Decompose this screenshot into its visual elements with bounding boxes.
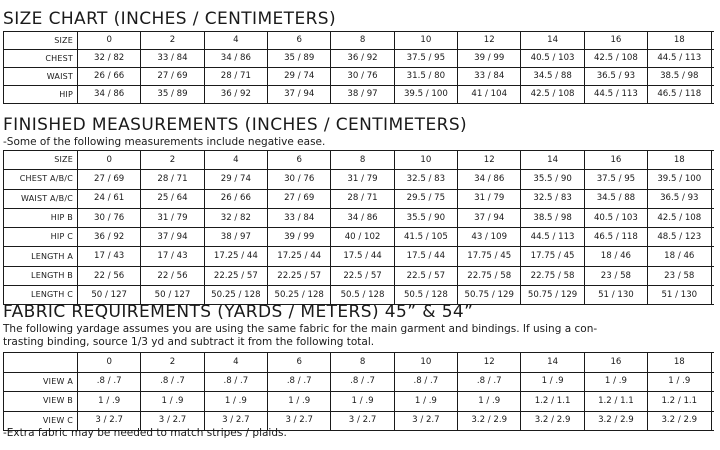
table-cell: 3.2 / 2.9 bbox=[521, 411, 584, 431]
yardage-intro-line-1: The following yardage assumes you are using the same fabric for the main garment and bindings. If using a con- bbox=[3, 323, 598, 335]
table-edge-cell bbox=[711, 32, 714, 50]
table-cell: 3 / 2.7 bbox=[268, 411, 331, 431]
table-cell: 51 / 130 bbox=[584, 286, 647, 305]
table-cell: 37 / 94 bbox=[268, 86, 331, 104]
table-cell: 3.2 / 2.9 bbox=[584, 411, 647, 431]
table-cell: 17.5 / 44 bbox=[394, 247, 457, 266]
row-label: HIP C bbox=[4, 228, 78, 247]
table-cell: 3.2 / 2.9 bbox=[458, 411, 521, 431]
table-cell: 38 / 97 bbox=[331, 86, 394, 104]
table-cell: 44.5 / 113 bbox=[648, 50, 711, 68]
table-row bbox=[4, 170, 715, 189]
size-column-header: 14 bbox=[521, 353, 584, 373]
table-cell: 33 / 84 bbox=[458, 68, 521, 86]
table-cell: 17.25 / 44 bbox=[204, 247, 267, 266]
table-edge-cell bbox=[711, 68, 714, 86]
table-cell: 22.25 / 57 bbox=[204, 266, 267, 285]
table-cell: 22.75 / 58 bbox=[458, 266, 521, 285]
table-edge-cell bbox=[711, 247, 714, 266]
row-label: HIP bbox=[4, 86, 78, 104]
table-edge-cell bbox=[711, 411, 714, 431]
table-cell: 50.75 / 129 bbox=[521, 286, 584, 305]
yardage-intro-line-2: trasting binding, source 1/3 yd and subtract it from the following total. bbox=[3, 335, 375, 348]
size-column-header: 2 bbox=[141, 151, 204, 170]
table-cell: 25 / 64 bbox=[141, 189, 204, 208]
table-cell: 36 / 92 bbox=[331, 50, 394, 68]
size-column-header: 10 bbox=[394, 151, 457, 170]
table-cell: 29 / 74 bbox=[268, 68, 331, 86]
table-cell: 37.5 / 95 bbox=[584, 170, 647, 189]
size-column-header: 12 bbox=[458, 151, 521, 170]
table-cell: 44.5 / 113 bbox=[584, 86, 647, 104]
size-column-header: 6 bbox=[268, 353, 331, 373]
table-cell: 27 / 69 bbox=[78, 170, 141, 189]
table-cell: 35.5 / 90 bbox=[521, 170, 584, 189]
table-edge-cell bbox=[711, 86, 714, 104]
table-cell: 39 / 99 bbox=[458, 50, 521, 68]
row-label: LENGTH C bbox=[4, 286, 78, 305]
table-cell: 22.25 / 57 bbox=[268, 266, 331, 285]
table-cell: 3 / 2.7 bbox=[141, 411, 204, 431]
size-column-header: 4 bbox=[204, 32, 267, 50]
row-label: WAIST A/B/C bbox=[4, 189, 78, 208]
table-cell: 41 / 104 bbox=[458, 86, 521, 104]
size-column-header: 0 bbox=[78, 151, 141, 170]
table-cell: 17.5 / 44 bbox=[331, 247, 394, 266]
table-cell: 38 / 97 bbox=[204, 228, 267, 247]
table-cell: 48.5 / 123 bbox=[648, 228, 711, 247]
size-column-header: 16 bbox=[584, 151, 647, 170]
stripes-plaids-footnote: -Extra fabric may be needed to match stripes / plaids. bbox=[3, 427, 287, 439]
table-cell: 1.2 / 1.1 bbox=[521, 392, 584, 412]
row-label: WAIST bbox=[4, 68, 78, 86]
table-cell: .8 / .7 bbox=[204, 372, 267, 392]
size-column-header: 16 bbox=[584, 353, 647, 373]
size-column-header: 2 bbox=[141, 353, 204, 373]
table-cell: 37 / 94 bbox=[141, 228, 204, 247]
size-header-cell bbox=[4, 353, 78, 373]
table-edge-cell bbox=[711, 50, 714, 68]
table-row bbox=[4, 86, 715, 104]
row-label: CHEST bbox=[4, 50, 78, 68]
table-cell: 28 / 71 bbox=[141, 170, 204, 189]
table-cell: 1 / .9 bbox=[648, 372, 711, 392]
size-header-cell: SIZE bbox=[4, 32, 78, 50]
table-cell: 38.5 / 98 bbox=[521, 208, 584, 227]
table-cell: 32.5 / 83 bbox=[394, 170, 457, 189]
table-cell: 32.5 / 83 bbox=[521, 189, 584, 208]
table-cell: 33 / 84 bbox=[268, 208, 331, 227]
row-label: VIEW C bbox=[4, 411, 78, 431]
table-cell: 46.5 / 118 bbox=[584, 228, 647, 247]
size-column-header: 8 bbox=[331, 32, 394, 50]
table-cell: 37 / 94 bbox=[458, 208, 521, 227]
table-cell: .8 / .7 bbox=[268, 372, 331, 392]
table-cell: 3 / 2.7 bbox=[78, 411, 141, 431]
table-cell: 1 / .9 bbox=[331, 392, 394, 412]
table-cell: 1 / .9 bbox=[584, 372, 647, 392]
table-cell: 22 / 56 bbox=[141, 266, 204, 285]
table-cell: 22 / 56 bbox=[78, 266, 141, 285]
table-cell: 40.5 / 103 bbox=[521, 50, 584, 68]
table-cell: 40 / 102 bbox=[331, 228, 394, 247]
table-edge-cell bbox=[711, 286, 714, 305]
table-cell: 39 / 99 bbox=[268, 228, 331, 247]
size-column-header: 14 bbox=[521, 32, 584, 50]
table-cell: 34 / 86 bbox=[458, 170, 521, 189]
table-edge-cell bbox=[711, 266, 714, 285]
table-cell: 17.25 / 44 bbox=[268, 247, 331, 266]
table-cell: .8 / .7 bbox=[141, 372, 204, 392]
table-row bbox=[4, 392, 715, 412]
table-cell: 39.5 / 100 bbox=[394, 86, 457, 104]
table-edge-cell bbox=[711, 208, 714, 227]
table-cell: 22.5 / 57 bbox=[394, 266, 457, 285]
size-column-header: 4 bbox=[204, 353, 267, 373]
size-column-header: 6 bbox=[268, 151, 331, 170]
table-cell: 50.5 / 128 bbox=[331, 286, 394, 305]
table-cell: 50 / 127 bbox=[78, 286, 141, 305]
size-column-header: 10 bbox=[394, 32, 457, 50]
table-cell: 42.5 / 108 bbox=[521, 86, 584, 104]
table-cell: 27 / 69 bbox=[268, 189, 331, 208]
table-row bbox=[4, 50, 715, 68]
table-cell: 34.5 / 88 bbox=[521, 68, 584, 86]
table-edge-cell bbox=[711, 170, 714, 189]
table-cell: 29.5 / 75 bbox=[394, 189, 457, 208]
table-cell: 35 / 89 bbox=[268, 50, 331, 68]
size-column-header: 0 bbox=[78, 353, 141, 373]
finished-measurements-title: FINISHED MEASUREMENTS (INCHES / CENTIMETERS) bbox=[3, 115, 468, 135]
size-column-header: 12 bbox=[458, 32, 521, 50]
table-cell: 23 / 58 bbox=[584, 266, 647, 285]
table-cell: 22.5 / 57 bbox=[331, 266, 394, 285]
table-cell: 1 / .9 bbox=[394, 392, 457, 412]
table-row bbox=[4, 266, 715, 285]
table-cell: 51 / 130 bbox=[648, 286, 711, 305]
table-cell: .8 / .7 bbox=[78, 372, 141, 392]
size-column-header: 18 bbox=[648, 353, 711, 373]
table-cell: 1 / .9 bbox=[268, 392, 331, 412]
table-edge-cell bbox=[711, 228, 714, 247]
yardage-intro bbox=[3, 323, 597, 348]
table-cell: 30 / 76 bbox=[268, 170, 331, 189]
table-row bbox=[4, 189, 715, 208]
table-cell: 42.5 / 108 bbox=[648, 208, 711, 227]
row-label: LENGTH B bbox=[4, 266, 78, 285]
table-edge-cell bbox=[711, 353, 714, 373]
table-cell: 1 / .9 bbox=[141, 392, 204, 412]
table-cell: 3 / 2.7 bbox=[394, 411, 457, 431]
table-cell: 37.5 / 95 bbox=[394, 50, 457, 68]
table-cell: 50.25 / 128 bbox=[268, 286, 331, 305]
size-column-header: 6 bbox=[268, 32, 331, 50]
table-row bbox=[4, 68, 715, 86]
table-cell: 22.75 / 58 bbox=[521, 266, 584, 285]
fabric-requirements-table bbox=[3, 352, 714, 431]
table-cell: 1 / .9 bbox=[204, 392, 267, 412]
row-label: VIEW B bbox=[4, 392, 78, 412]
row-label: VIEW A bbox=[4, 372, 78, 392]
table-cell: 17.75 / 45 bbox=[458, 247, 521, 266]
table-cell: 29 / 74 bbox=[204, 170, 267, 189]
table-cell: 44.5 / 113 bbox=[521, 228, 584, 247]
table-cell: 17.75 / 45 bbox=[521, 247, 584, 266]
table-cell: 42.5 / 108 bbox=[584, 50, 647, 68]
table-cell: 46.5 / 118 bbox=[648, 86, 711, 104]
table-cell: 1.2 / 1.1 bbox=[584, 392, 647, 412]
table-cell: 1 / .9 bbox=[521, 372, 584, 392]
size-column-header: 18 bbox=[648, 151, 711, 170]
table-cell: 30 / 76 bbox=[78, 208, 141, 227]
table-cell: .8 / .7 bbox=[331, 372, 394, 392]
table-cell: 34 / 86 bbox=[331, 208, 394, 227]
table-cell: 26 / 66 bbox=[78, 68, 141, 86]
table-cell: 34 / 86 bbox=[204, 50, 267, 68]
table-cell: 50.5 / 128 bbox=[394, 286, 457, 305]
table-cell: 36 / 92 bbox=[78, 228, 141, 247]
table-cell: .8 / .7 bbox=[458, 372, 521, 392]
table-cell: .8 / .7 bbox=[394, 372, 457, 392]
table-cell: 34.5 / 88 bbox=[584, 189, 647, 208]
table-cell: 26 / 66 bbox=[204, 189, 267, 208]
table-cell: 28 / 71 bbox=[204, 68, 267, 86]
table-row bbox=[4, 372, 715, 392]
table-cell: 36.5 / 93 bbox=[584, 68, 647, 86]
table-row bbox=[4, 208, 715, 227]
size-column-header: 16 bbox=[584, 32, 647, 50]
table-edge-cell bbox=[711, 189, 714, 208]
table-cell: 31 / 79 bbox=[141, 208, 204, 227]
table-cell: 50 / 127 bbox=[141, 286, 204, 305]
table-cell: 38.5 / 98 bbox=[648, 68, 711, 86]
table-edge-cell bbox=[711, 151, 714, 170]
table-cell: 28 / 71 bbox=[331, 189, 394, 208]
table-cell: 32 / 82 bbox=[204, 208, 267, 227]
table-cell: 17 / 43 bbox=[141, 247, 204, 266]
table-cell: 36 / 92 bbox=[204, 86, 267, 104]
table-cell: 3.2 / 2.9 bbox=[648, 411, 711, 431]
size-column-header: 0 bbox=[78, 32, 141, 50]
table-cell: 17 / 43 bbox=[78, 247, 141, 266]
size-column-header: 12 bbox=[458, 353, 521, 373]
table-cell: 50.25 / 128 bbox=[204, 286, 267, 305]
table-cell: 33 / 84 bbox=[141, 50, 204, 68]
table-cell: 32 / 82 bbox=[78, 50, 141, 68]
size-column-header: 4 bbox=[204, 151, 267, 170]
table-row bbox=[4, 228, 715, 247]
table-cell: 39.5 / 100 bbox=[648, 170, 711, 189]
table-cell: 35.5 / 90 bbox=[394, 208, 457, 227]
table-header-row bbox=[4, 353, 715, 373]
size-column-header: 8 bbox=[331, 353, 394, 373]
table-cell: 1.2 / 1.1 bbox=[648, 392, 711, 412]
row-label: LENGTH A bbox=[4, 247, 78, 266]
table-cell: 24 / 61 bbox=[78, 189, 141, 208]
table-cell: 27 / 69 bbox=[141, 68, 204, 86]
table-cell: 30 / 76 bbox=[331, 68, 394, 86]
table-cell: 1 / .9 bbox=[458, 392, 521, 412]
table-cell: 31.5 / 80 bbox=[394, 68, 457, 86]
negative-ease-note: -Some of the following measurements include negative ease. bbox=[3, 136, 326, 148]
row-label: CHEST A/B/C bbox=[4, 170, 78, 189]
finished-measurements-table bbox=[3, 150, 714, 305]
table-header-row bbox=[4, 151, 715, 170]
size-column-header: 8 bbox=[331, 151, 394, 170]
table-cell: 31 / 79 bbox=[458, 189, 521, 208]
table-cell: 1 / .9 bbox=[78, 392, 141, 412]
table-cell: 40.5 / 103 bbox=[584, 208, 647, 227]
table-cell: 43 / 109 bbox=[458, 228, 521, 247]
fabric-requirements-title: FABRIC REQUIREMENTS (YARDS / METERS) 45” & 54” bbox=[3, 302, 474, 322]
table-cell: 41.5 / 105 bbox=[394, 228, 457, 247]
table-edge-cell bbox=[711, 372, 714, 392]
table-cell: 35 / 89 bbox=[141, 86, 204, 104]
table-edge-cell bbox=[711, 392, 714, 412]
size-chart-title: SIZE CHART (INCHES / CENTIMETERS) bbox=[3, 9, 337, 29]
size-column-header: 18 bbox=[648, 32, 711, 50]
size-chart-table bbox=[3, 31, 714, 104]
table-cell: 3 / 2.7 bbox=[331, 411, 394, 431]
table-cell: 3 / 2.7 bbox=[204, 411, 267, 431]
table-cell: 34 / 86 bbox=[78, 86, 141, 104]
size-column-header: 14 bbox=[521, 151, 584, 170]
table-cell: 18 / 46 bbox=[584, 247, 647, 266]
size-column-header: 2 bbox=[141, 32, 204, 50]
table-cell: 31 / 79 bbox=[331, 170, 394, 189]
table-cell: 50.75 / 129 bbox=[458, 286, 521, 305]
table-cell: 36.5 / 93 bbox=[648, 189, 711, 208]
table-row bbox=[4, 247, 715, 266]
size-column-header: 10 bbox=[394, 353, 457, 373]
row-label: HIP B bbox=[4, 208, 78, 227]
table-cell: 23 / 58 bbox=[648, 266, 711, 285]
table-cell: 18 / 46 bbox=[648, 247, 711, 266]
size-header-cell: SIZE bbox=[4, 151, 78, 170]
table-header-row bbox=[4, 32, 715, 50]
